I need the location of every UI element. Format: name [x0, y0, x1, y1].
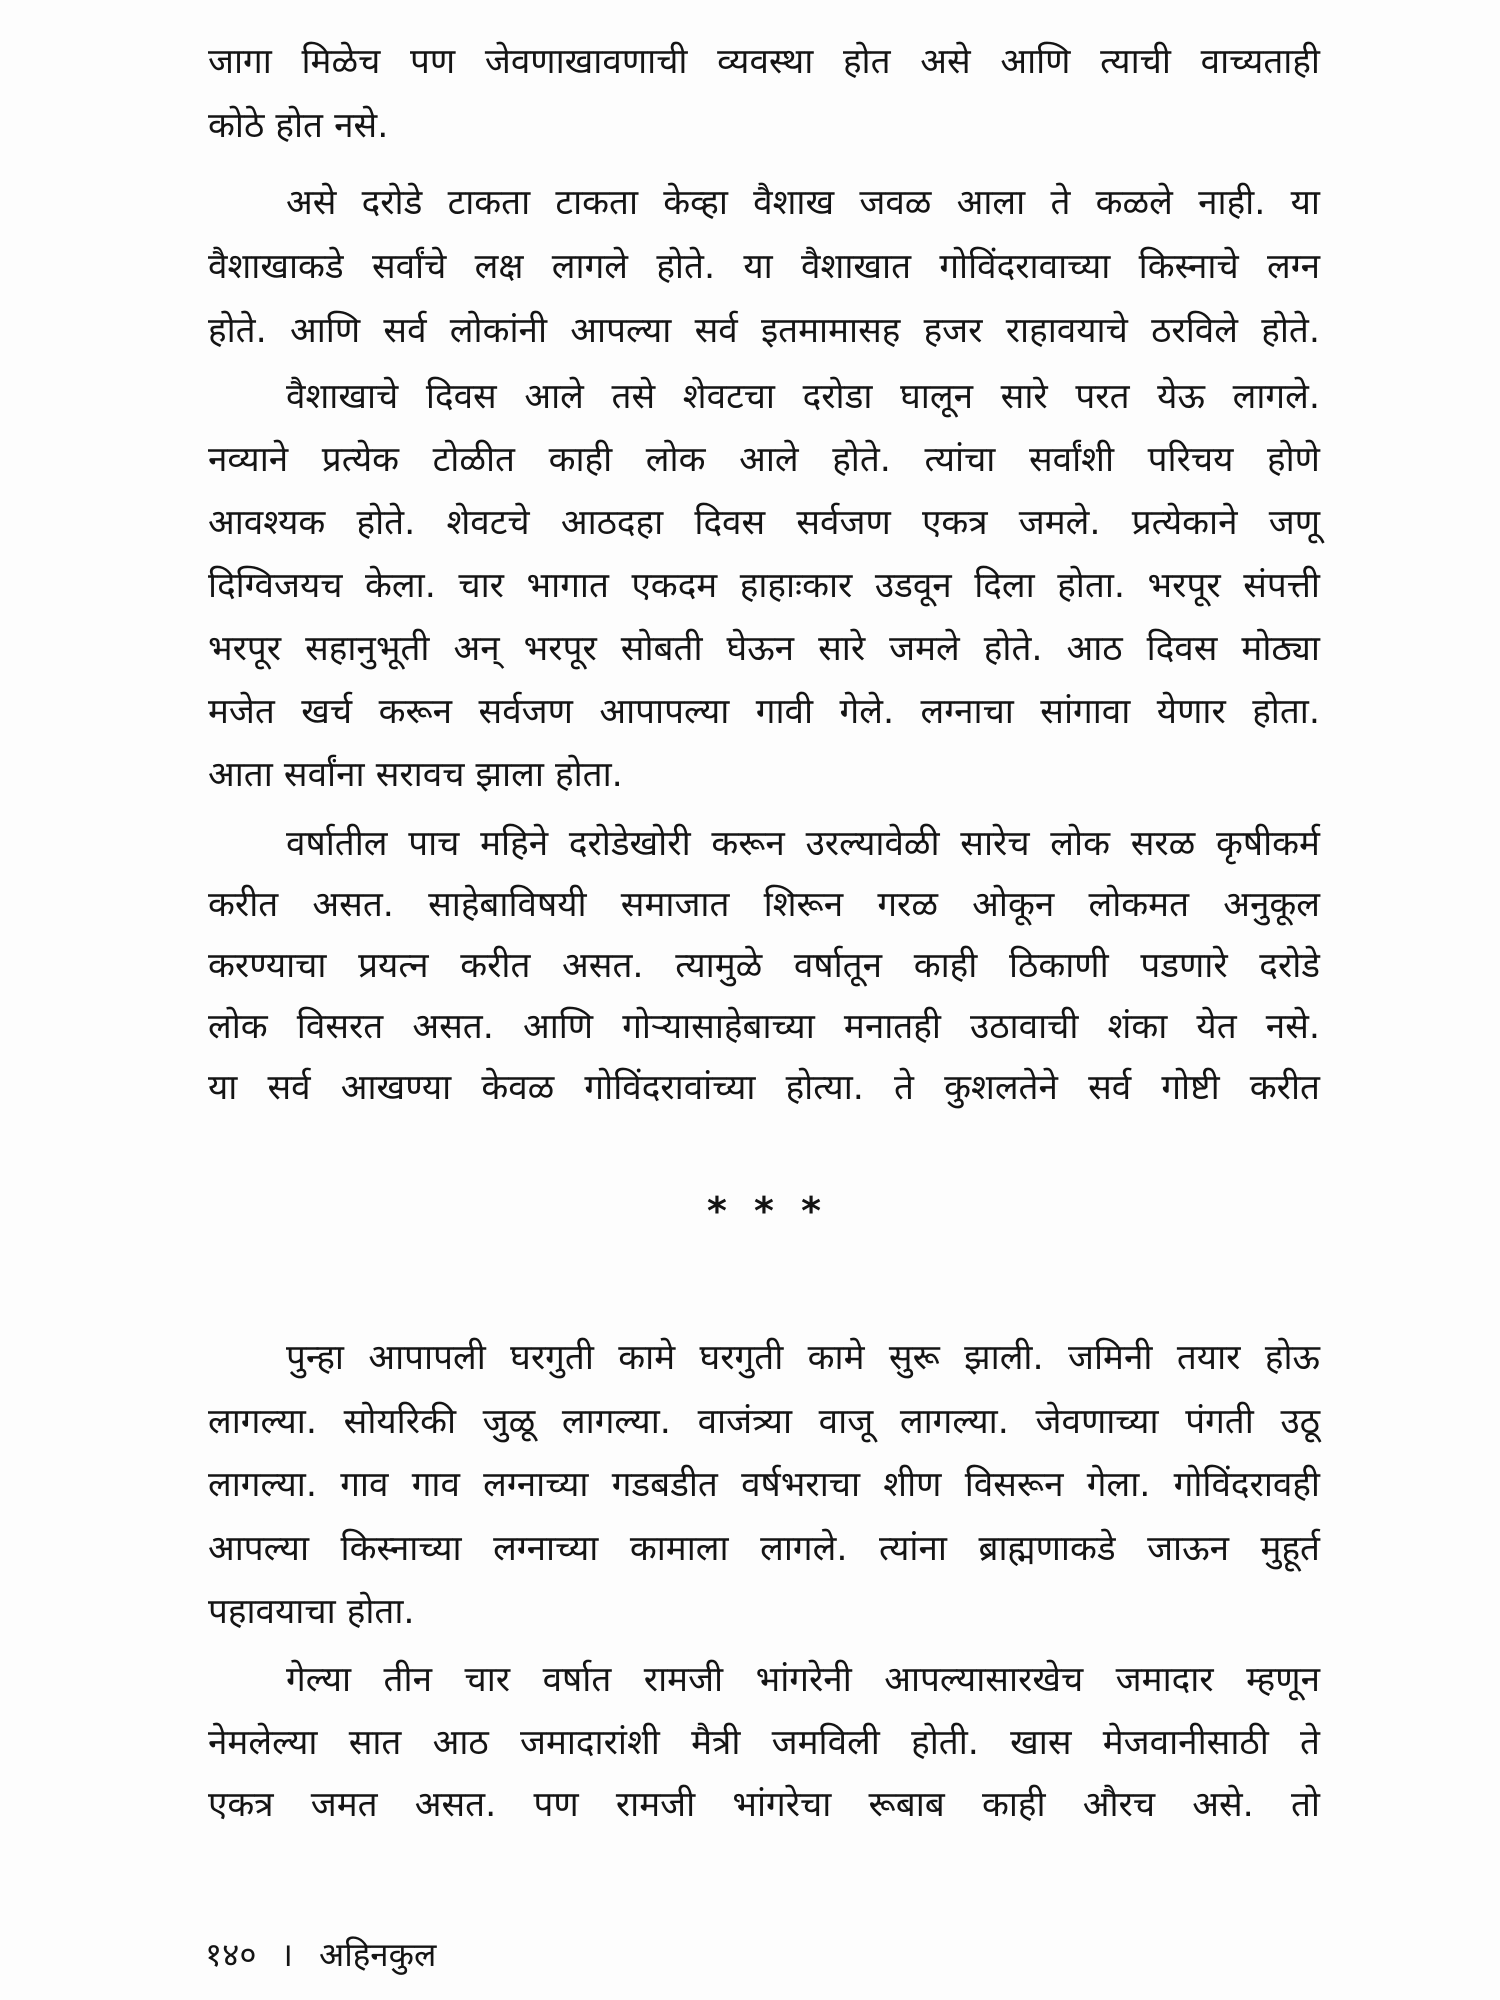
text-line: लागल्या. सोयरिकी जुळू लागल्या. वाजंत्र्या वाजू लागल्या. जेवणाच्या पंगती उठू [208, 1401, 1320, 1442]
text-line: या सर्व आखण्या केवळ गोविंदरावांच्या होत्या. ते कुशलतेने सर्व गोष्टी करीत [208, 1068, 1320, 1108]
paragraph [208, 1327, 1320, 1645]
text-line: वर्षातील पाच महिने दरोडेखोरी करून उरल्यावेळी सारेच लोक सरळ कृषीकर्म [286, 824, 1320, 864]
text-line: आपल्या किस्नाच्या लग्नाच्या कामाला लागले. त्यांना ब्राह्मणाकडे जाऊन मुहूर्त [208, 1528, 1320, 1569]
text-line: भरपूर सहानुभूती अन् भरपूर सोबती घेऊन सारे जमले होते. आठ दिवस मोठ्या [208, 629, 1320, 669]
paragraph [208, 814, 1320, 1119]
text-line: नव्याने प्रत्येक टोळीत काही लोक आले होते. त्यांचा सर्वांशी परिचय होणे [208, 440, 1320, 480]
text-line: असे दरोडे टाकता टाकता केव्हा वैशाख जवळ आला ते कळले नाही. या [286, 183, 1320, 223]
text-line: लागल्या. गाव गाव लग्नाच्या गडबडीत वर्षभराचा शीण विसरून गेला. गोविंदरावही [208, 1465, 1320, 1505]
text-line: एकत्र जमत असत. पण रामजी भांगरेचा रूबाब काही औरच असे. तो [208, 1785, 1320, 1825]
section-break: * * * [706, 1189, 822, 1233]
text-line: वैशाखाचे दिवस आले तसे शेवटचा दरोडा घालून सारे परत येऊ लागले. [286, 377, 1320, 417]
text-line: जागा मिळेच पण जेवणाखावणाची व्यवस्था होत असे आणि त्याची वाच्यताही [208, 42, 1320, 82]
paragraph [208, 171, 1320, 363]
text-line: गेल्या तीन चार वर्षात रामजी भांगरेनी आपल्यासारखेच जमादार म्हणून [286, 1660, 1320, 1700]
text-line: आवश्यक होते. शेवटचे आठदहा दिवस सर्वजण एकत्र जमले. प्रत्येकाने जणू [208, 503, 1320, 543]
book-title: अहिनकुल [319, 1935, 437, 1974]
paragraph [208, 30, 1320, 158]
text-line: मजेत खर्च करून सर्वजण आपापल्या गावी गेले. लग्नाचा सांगावा येणार होता. [208, 692, 1320, 732]
page-footer [205, 1930, 436, 1980]
text-line: दिग्विजयच केला. चार भागात एकदम हाहाःकार उडवून दिला होता. भरपूर संपत्ती [208, 566, 1320, 606]
text-line: करीत असत. साहेबाविषयी समाजात शिरून गरळ ओकून लोकमत अनुकूल [208, 885, 1320, 925]
text-line: करण्याचा प्रयत्न करीत असत. त्यामुळे वर्षातून काही ठिकाणी पडणारे दरोडे [208, 946, 1320, 986]
page-number: १४० [205, 1935, 257, 1974]
text-line: पुन्हा आपापली घरगुती कामे घरगुती कामे सुरू झाली. जमिनी तयार होऊ [286, 1338, 1320, 1378]
text-line: नेमलेल्या सात आठ जमादारांशी मैत्री जमविली होती. खास मेजवानीसाठी ते [208, 1722, 1320, 1763]
paragraph [208, 366, 1320, 807]
text-line: पहावयाचा होता. [208, 1592, 415, 1632]
text-line: वैशाखाकडे सर्वांचे लक्ष लागले होते. या वैशाखात गोविंदरावाच्या किस्नाचे लग्न [208, 247, 1320, 287]
text-line: लोक विसरत असत. आणि गोऱ्यासाहेबाच्या मनातही उठावाची शंका येत नसे. [208, 1007, 1320, 1047]
text-line: कोठे होत नसे. [208, 106, 389, 146]
paragraph [208, 1649, 1320, 1837]
footer-separator: । [280, 1935, 293, 1974]
text-line: होते. आणि सर्व लोकांनी आपल्या सर्व इतमामासह हजर राहावयाचे ठरविले होते. [208, 311, 1320, 351]
text-line: आता सर्वांना सरावच झाला होता. [208, 755, 623, 795]
